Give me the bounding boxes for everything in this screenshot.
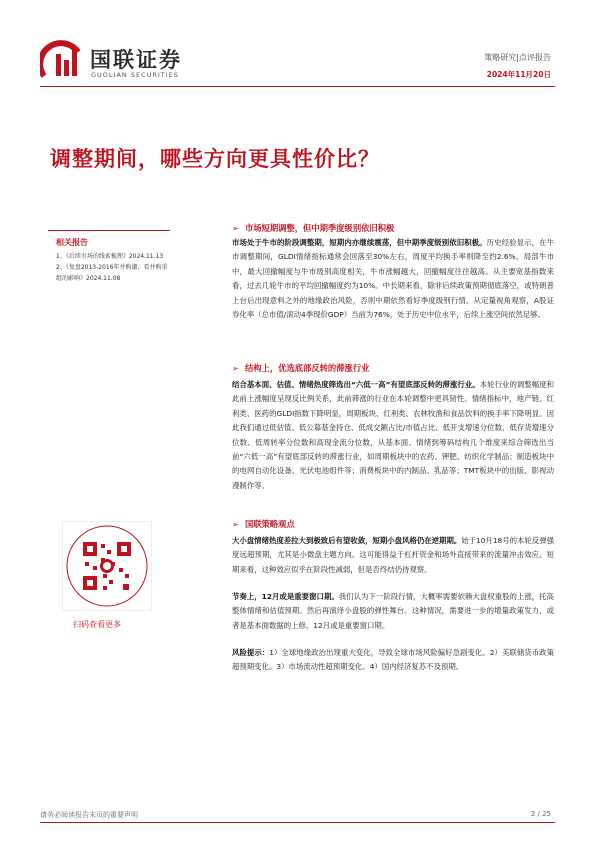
related-report-item[interactable]: 2、《复盘2013-2016年并购潮，看并购重组的影响》2024.11.08 xyxy=(56,264,168,282)
footer-disclaimer: 请务必阅读报告末页的重要声明 xyxy=(40,811,138,819)
paragraph-body: 1）全球地缘政治出现重大变化，导致全球市场风险偏好急剧变化。2）美联储货币政策超预期变化。3）市场流动性超预期变化。4）国内经济复苏不及预期。 xyxy=(232,648,554,672)
report-category: 策略研究|点评报告 xyxy=(484,53,551,62)
header-divider xyxy=(40,86,555,87)
report-date: 2024年11月20日 xyxy=(486,70,551,79)
section-heading: ➢ 结构上，优选底部反转的滞涨行业 xyxy=(232,363,370,373)
page-number: 2 / 25 xyxy=(530,810,551,818)
related-report-item[interactable]: 1、《后续市场的线索梳理》2024.11.13 xyxy=(56,253,164,260)
paragraph-lead: 结合基本面、估值、情绪热度筛选出“六低一高”有望底部反转的滞涨行业。 xyxy=(232,380,480,389)
section-heading: ➢ 国联策略观点 xyxy=(232,519,295,529)
footer-divider xyxy=(40,822,555,823)
related-reports-heading: 相关报告 xyxy=(56,238,88,247)
section-paragraph xyxy=(232,534,554,577)
section-paragraph xyxy=(232,236,554,322)
arrow-bullet-icon: ➢ xyxy=(232,223,239,233)
paragraph-lead: 风险提示： xyxy=(232,648,270,657)
brand-english: GUOLIAN SECURITIES xyxy=(91,71,179,79)
arrow-bullet-icon: ➢ xyxy=(232,519,239,529)
paragraph-body: 历史经验显示，在牛市调整期间，GLDI情绪指标通常会回落至30%左右，周度平均换手率则降至约2.6%。局部牛市中，最大回撤幅度与牛市级别高度相关，牛市涨幅越大，回撤幅度往往越高。从主要宽基指数来看，过去几轮牛市的平均回撤幅度约为10%。中长期来看，除非后续政策预期彻底落空，或特朗普上台后出现意料之外的地缘政治风险，否则中期依然看好季度级别行情。从定量视角观察，A股证券化率（总市值/滚动4季现价GDP）当前为76%，处于历史中位水平，后续上涨空间依然足够。 xyxy=(232,238,554,320)
sidebar-related-reports xyxy=(48,230,170,647)
page-title: 调整期间，哪些方向更具性价比？ xyxy=(50,147,380,171)
paragraph-lead: 市场处于牛市的阶段调整期，短期内亦继续震荡，但中期季度级别依旧积极。 xyxy=(232,238,487,247)
arrow-bullet-icon: ➢ xyxy=(232,363,239,373)
section-paragraph xyxy=(232,590,554,633)
paragraph-body: 本轮行业的调整幅度和此前上涨幅度呈现反比例关系，此前滞涨的行业在本轮调整中更具韧性。情绪指标中，地产链、红利类、医药的GLDI指数下降明显，周期板块、红利类、农林牧渔和食品饮料的换手率下降明显。因此我们通过低估值、低公募基金持仓、低成交额占比/市值占比、低开支增速分位数、低存货增速分位数、低周转率分位数和高现金流分位数，从基本面、情绪到筹码结构几个维度来综合筛选出当前“六低一高”有望底部反转的滞涨行业，如周期板块中的农药、钾肥、纺织化学制品；制造板块中的电网自动化设备、光伏电池组件等；消费板块中的内制品、乳品等；TMT板块中的出版、影视动漫制作等。 xyxy=(232,380,555,490)
qr-caption: 扫码查看更多 xyxy=(73,620,121,629)
paragraph-body: 始于10月18号的本轮反弹强度远超预期，尤其是小微盘主题方向。这可能得益于杠杆资金和场外直接带来的流量冲击效应。短期来看，这种效应似乎在阶段性减弱，但是否终结仍待观察。 xyxy=(232,536,554,574)
section-paragraph xyxy=(232,378,554,493)
brand-name: 国联证券 xyxy=(90,48,182,72)
section-heading: ➢ 市场短期调整，但中期季度级别依旧积极 xyxy=(232,223,395,233)
risk-warning xyxy=(232,646,554,675)
paragraph-lead: 节奏上，12月或是重要窗口期。 xyxy=(232,592,339,601)
related-reports-list xyxy=(56,251,168,284)
qr-code-icon[interactable] xyxy=(62,521,152,611)
guolian-logo-icon xyxy=(40,40,86,80)
paragraph-body: 我们认为下一阶段行情，大概率需要依赖大盘权重股的上涨，托高整体情绪和估值预期。然后再演绎小盘股的弹性舞台。这种情况，需要进一步的增量政策发力，或者是基本面数据的上修。12月或是重要窗口期。 xyxy=(232,592,554,630)
paragraph-lead: 大小盘情绪热度差拉大到极致后有望收敛，短期小盘风格仍在逆期期。 xyxy=(232,536,462,545)
